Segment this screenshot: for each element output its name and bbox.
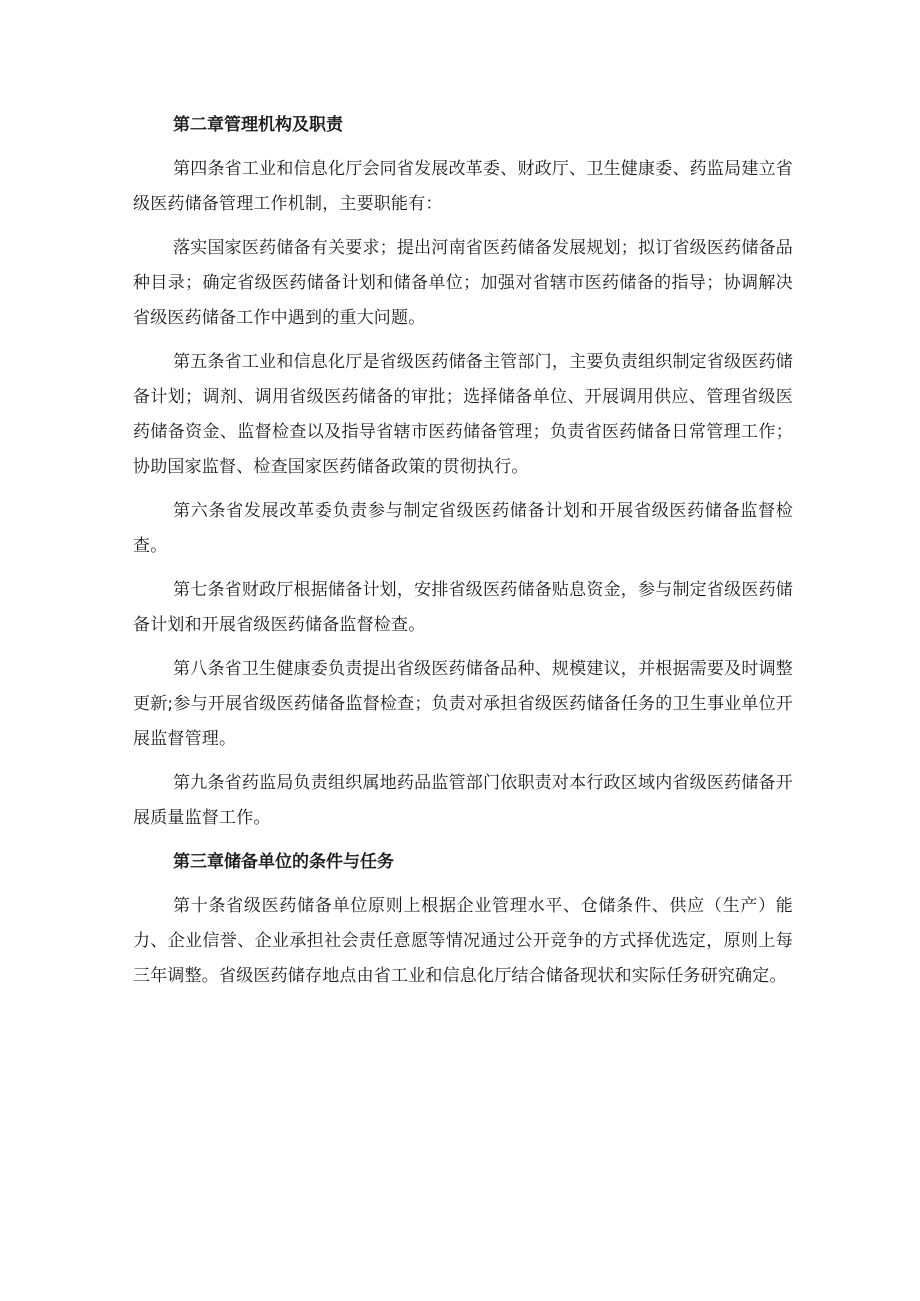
article-6-paragraph: 第六条省发展改革委负责参与制定省级医药储备计划和开展省级医药储备监督检查。 [133, 501, 793, 556]
article-10-paragraph: 第十条省级医药储备单位原则上根据企业管理水平、仓储条件、供应（生产）能力、企业信誉、企业承担社会责任意愿等情况通过公开竞争的方式择优选定，原则上每三年调整。省级医药储存地点由省工业和信息化厅结合储备现状和实际任务研究确定。 [133, 896, 793, 986]
document-body [133, 108, 793, 1003]
article-4-paragraph: 第四条省工业和信息化厅会同省发展改革委、财政厅、卫生健康委、药监局建立省级医药储备管理工作机制，主要职能有： [133, 159, 793, 214]
article-5-paragraph: 第五条省工业和信息化厅是省级医药储备主管部门，主要负责组织制定省级医药储备计划；调剂、调用省级医药储备的审批；选择储备单位、开展调用供应、管理省级医药储备资金、监督检查以及指导省辖市医药储备管理；负责省医药储备日常管理工作；协助国家监督、检查国家医药储备政策的贯彻执行。 [133, 352, 793, 477]
article-8-paragraph: 第八条省卫生健康委负责提出省级医药储备品种、规模建议，并根据需要及时调整更新;参与开展省级医药储备监督检查；负责对承担省级医药储备任务的卫生事业单位开展监督管理。 [133, 659, 793, 749]
article-4-functions-paragraph: 落实国家医药储备有关要求；提出河南省医药储备发展规划；拟订省级医药储备品种目录；确定省级医药储备计划和储备单位；加强对省辖市医药储备的指导；协调解决省级医药储备工作中遇到的重大问题。 [133, 238, 793, 328]
chapter-heading-3: 第三章储备单位的条件与任务 [173, 852, 394, 872]
chapter-heading-2: 第二章管理机构及职责 [173, 115, 343, 135]
article-9-paragraph: 第九条省药监局负责组织属地药品监管部门依职责对本行政区域内省级医药储备开展质量监督工作。 [133, 773, 793, 828]
article-7-paragraph: 第七条省财政厅根据储备计划，安排省级医药储备贴息资金，参与制定省级医药储备计划和开展省级医药储备监督检查。 [133, 580, 793, 635]
